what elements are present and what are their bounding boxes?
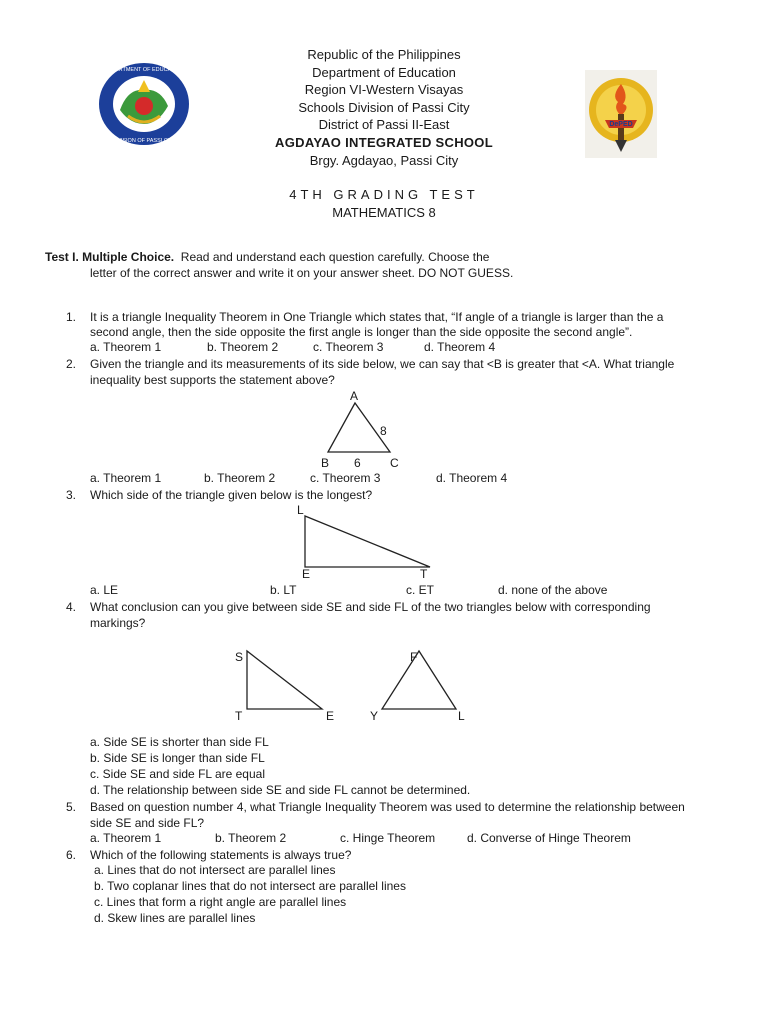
answer-option: a. Theorem 1 bbox=[90, 340, 162, 354]
answer-option: a. Theorem 1 bbox=[90, 471, 162, 485]
triangle-let bbox=[305, 516, 430, 567]
instructions-label: Test I. Multiple Choice. bbox=[45, 250, 175, 264]
header-district: District of Passi II-East bbox=[318, 117, 450, 132]
answer-option: c. Hinge Theorem bbox=[340, 831, 436, 845]
answer-option: d. Skew lines are parallel lines bbox=[94, 911, 256, 925]
vertex-label-y: Y bbox=[370, 709, 379, 723]
triangle-abc-figure bbox=[320, 400, 400, 456]
question-text: second angle, then the side opposite the first angle is longer than the side opposite the second angle”. bbox=[90, 325, 633, 339]
answer-option: d. The relationship between side SE and side FL cannot be determined. bbox=[90, 783, 471, 797]
answer-option: a. Lines that do not intersect are parallel lines bbox=[94, 863, 336, 877]
triangle-fyl bbox=[382, 651, 456, 709]
vertex-label-f: F bbox=[410, 650, 418, 664]
logo-text-bottom: DIVISION OF PASSI CITY bbox=[111, 138, 177, 144]
triangle-ste bbox=[247, 651, 322, 709]
instructions-line-1: Read and understand each question carefully. Choose the bbox=[180, 250, 490, 264]
seal-text: DePED bbox=[609, 121, 633, 128]
answer-option: b. Theorem 2 bbox=[215, 831, 287, 845]
question-text: inequality best supports the statement above? bbox=[90, 373, 335, 387]
vertex-label-l: L bbox=[297, 503, 304, 517]
answer-option: b. Two coplanar lines that do not intersect are parallel lines bbox=[94, 879, 406, 893]
school-name: AGDAYAO INTEGRATED SCHOOL bbox=[275, 135, 493, 150]
vertex-label-c: C bbox=[390, 456, 399, 470]
subject-title: MATHEMATICS 8 bbox=[332, 205, 436, 220]
question-text: Which side of the triangle given below is the longest? bbox=[90, 488, 373, 502]
answer-option: a. Theorem 1 bbox=[90, 831, 162, 845]
instructions-line-2: letter of the correct answer and write it on your answer sheet. DO NOT GUESS. bbox=[90, 266, 514, 280]
answer-option: c. Theorem 3 bbox=[313, 340, 384, 354]
answer-option: d. none of the above bbox=[498, 583, 608, 597]
header-republic: Republic of the Philippines bbox=[307, 47, 461, 62]
question-text: What conclusion can you give between side SE and side FL of the two triangles below with corresponding bbox=[90, 600, 651, 614]
answer-option: b. LT bbox=[270, 583, 297, 597]
vertex-label-s: S bbox=[235, 650, 244, 664]
triangle-let-figure bbox=[300, 510, 440, 572]
vertex-label-e: E bbox=[326, 709, 335, 723]
vertex-label-a: A bbox=[350, 389, 359, 403]
answer-option: a. Side SE is shorter than side FL bbox=[90, 735, 269, 749]
header-region: Region VI-Western Visayas bbox=[304, 82, 464, 97]
vertex-label-l: L bbox=[458, 709, 465, 723]
answer-option: b. Theorem 2 bbox=[204, 471, 276, 485]
answer-option: c. Lines that form a right angle are parallel lines bbox=[94, 895, 347, 909]
side-label-ac: 8 bbox=[380, 424, 387, 438]
question-text: markings? bbox=[90, 616, 146, 630]
answer-option: d. Theorem 4 bbox=[436, 471, 508, 485]
question-text: Given the triangle and its measurements of its side below, we can say that <B is greater that <A. What triangle bbox=[90, 357, 675, 371]
question-number: 1. bbox=[65, 310, 76, 324]
instructions bbox=[45, 249, 489, 265]
answer-option: c. Theorem 3 bbox=[310, 471, 381, 485]
question-text: side SE and side FL? bbox=[90, 816, 205, 830]
school-address: Brgy. Agdayao, Passi City bbox=[309, 153, 459, 168]
header-department: Department of Education bbox=[312, 64, 456, 80]
answer-option: b. Side SE is longer than side FL bbox=[90, 751, 265, 765]
question-text: Based on question number 4, what Triangle Inequality Theorem was used to determine the relationship between bbox=[90, 800, 685, 814]
triangle-ste-figure bbox=[240, 645, 330, 715]
answer-option: b. Theorem 2 bbox=[207, 340, 279, 354]
answer-option: d. Converse of Hinge Theorem bbox=[467, 831, 631, 845]
vertex-label-b: B bbox=[321, 456, 330, 470]
question-text: It is a triangle Inequality Theorem in One Triangle which states that, “If angle of a triangle is larger than the a bbox=[90, 310, 664, 324]
vertex-label-t: T bbox=[420, 567, 428, 581]
side-label-bc: 6 bbox=[354, 456, 361, 470]
answer-option: d. Theorem 4 bbox=[424, 340, 496, 354]
triangle-fyl-figure bbox=[376, 645, 466, 715]
question-number: 5. bbox=[65, 800, 76, 814]
test-title: 4TH GRADING TEST bbox=[289, 187, 479, 202]
question-number: 2. bbox=[65, 357, 76, 371]
question-text: Which of the following statements is always true? bbox=[90, 848, 352, 862]
answer-option: c. Side SE and side FL are equal bbox=[90, 767, 265, 781]
vertex-label-e: E bbox=[302, 567, 311, 581]
question-number: 4. bbox=[65, 600, 76, 614]
header-division: Schools Division of Passi City bbox=[298, 99, 470, 115]
logo-text-top: DEPARTMENT OF EDUCATION bbox=[104, 67, 184, 73]
answer-option: a. LE bbox=[90, 583, 119, 597]
vertex-label-t: T bbox=[235, 709, 243, 723]
answer-option: c. ET bbox=[406, 583, 435, 597]
question-number: 3. bbox=[65, 488, 76, 502]
question-number: 6. bbox=[65, 848, 76, 862]
